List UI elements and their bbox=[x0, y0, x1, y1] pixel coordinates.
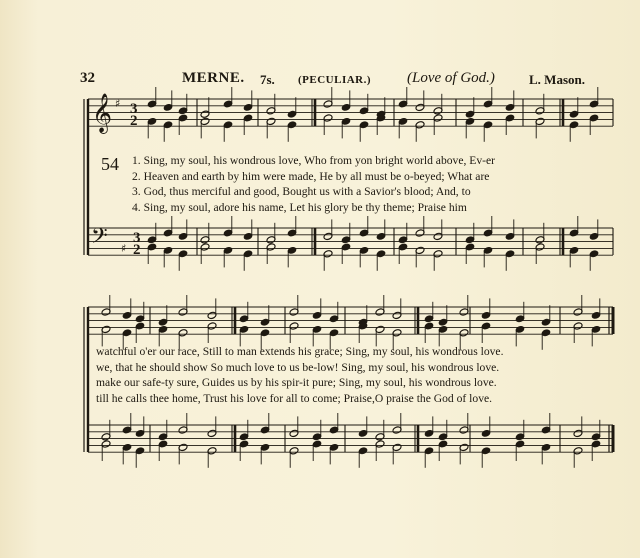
notes bbox=[101, 87, 601, 468]
verse-line: make our safe-ty sure, Guides us by his spir-it pure; Sing, my soul, his wondrous love. bbox=[96, 376, 497, 389]
verse-line: 4. Sing, my soul, adore his name, Let his glory be thy theme; Praise him bbox=[132, 200, 467, 214]
tune-name: MERNE. bbox=[182, 70, 245, 86]
verse-line: 3. God, thus merciful and good, Bought us with a Savior's blood; And, to bbox=[132, 185, 471, 198]
sharp-icon: ♯ bbox=[121, 242, 127, 255]
verse-line: we, that he should show So much love to us be-low! Sing, my soul, his wondrous love. bbox=[96, 360, 500, 374]
verse-line: till he calls thee home, Trust his love for all to come; Praise,O praise the God of love. bbox=[96, 391, 493, 405]
verse-line: 1. Sing, my soul, his wondrous love, Who from yon bright world above, Ev-er bbox=[132, 154, 496, 167]
time-signature-digit: 3 bbox=[133, 230, 141, 246]
composer: L. Mason. bbox=[529, 72, 585, 87]
hymn-subject: (Love of God.) bbox=[407, 70, 495, 86]
system1-lyrics bbox=[132, 153, 495, 215]
sharp-icon: ♯ bbox=[115, 97, 121, 110]
hymn-number: 54 bbox=[101, 154, 119, 174]
page-number: 32 bbox=[80, 70, 95, 86]
time-signature-digit: 2 bbox=[130, 113, 138, 129]
time-signature-digit: 2 bbox=[133, 242, 141, 258]
meter: 7s. bbox=[260, 72, 275, 87]
verse-line: 2. Heaven and earth by him were made, He by all must be o-beyed; What are bbox=[132, 169, 490, 183]
verse-line: watchful o'er our race, Still to man extends his grace; Sing, my soul, his wondrous love. bbox=[96, 345, 504, 358]
meter-variant: (PECULIAR.) bbox=[298, 74, 372, 86]
time-signature-digit: 3 bbox=[130, 101, 138, 117]
bass-clef-icon: 𝄢 bbox=[91, 224, 108, 254]
treble-clef-icon: 𝄞 bbox=[92, 93, 113, 133]
system2-lyrics bbox=[96, 344, 503, 406]
